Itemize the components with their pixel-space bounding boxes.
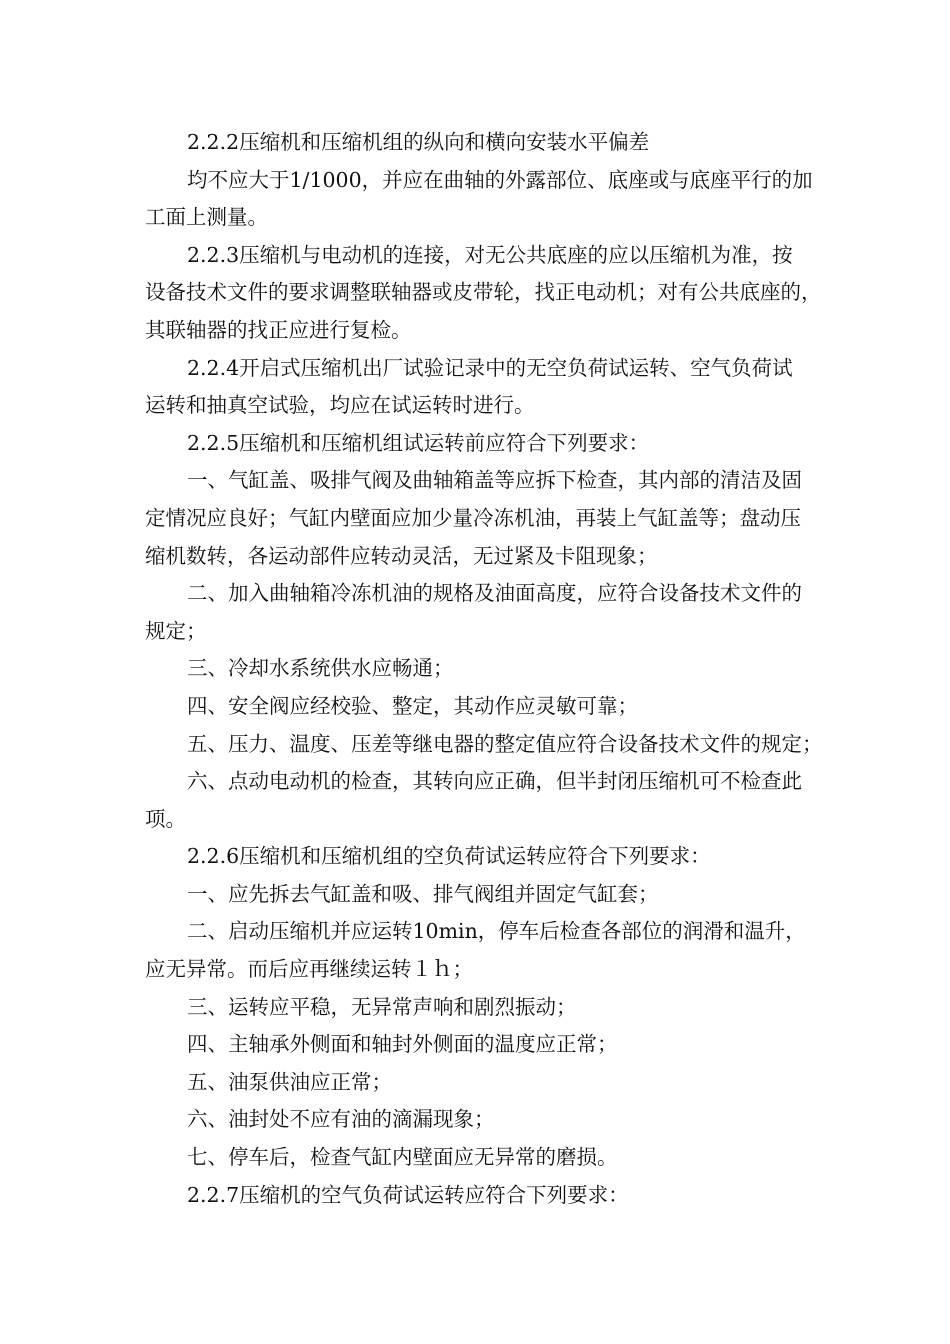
paragraph-line: 均不应大于1/1000，并应在曲轴的外露部位、底座或与底座平行的加 <box>187 167 813 192</box>
document-body <box>145 124 865 1214</box>
paragraph-line: 设备技术文件的要求调整联轴器或皮带轮，找正电动机；对有公共底座的， <box>145 280 822 305</box>
clause-2-2-5-heading: 2.2.5压缩机和压缩机组试运转前应符合下列要求： <box>187 430 650 455</box>
clause-2-2-6-heading: 2.2.6压缩机和压缩机组的空负荷试运转应符合下列要求： <box>187 844 711 869</box>
paragraph-line: 其联轴器的找正应进行复检。 <box>145 317 412 342</box>
paragraph-line: 定情况应良好；气缸内壁面应加少量冷冻机油，再装上气缸盖等；盘动压 <box>145 505 801 530</box>
list-item: 三、冷却水系统供水应畅通； <box>187 656 454 681</box>
list-item: 五、压力、温度、压差等继电器的整定值应符合设备技术文件的规定； <box>187 731 823 756</box>
list-item: 二、启动压缩机并应运转10min，停车后检查各部位的润滑和温升， <box>187 919 806 944</box>
list-item: 七、停车后，检查气缸内壁面应无异常的磨损。 <box>187 1145 618 1170</box>
list-item: 一、气缸盖、吸排气阀及曲轴箱盖等应拆下检查，其内部的清洁及固 <box>187 468 802 493</box>
paragraph-line: 运转和抽真空试验，均应在试运转时进行。 <box>145 393 535 418</box>
clause-2-2-2-heading: 2.2.2压缩机和压缩机组的纵向和横向安装水平偏差 <box>187 130 650 154</box>
list-item: 二、加入曲轴箱冷冻机油的规格及油面高度，应符合设备技术文件的 <box>187 581 802 606</box>
paragraph-line: 项。 <box>145 806 186 831</box>
paragraph-line: 工面上测量。 <box>145 205 268 230</box>
list-item: 五、油泵供油应正常； <box>187 1069 392 1094</box>
list-item: 四、主轴承外侧面和轴封外侧面的温度应正常； <box>187 1032 618 1057</box>
clause-2-2-4-heading: 2.2.4开启式压缩机出厂试验记录中的无空负荷试运转、空气负荷试 <box>187 355 793 380</box>
list-item: 四、安全阀应经校验、整定，其动作应灵敏可靠； <box>187 693 638 718</box>
list-item: 六、点动电动机的检查，其转向应正确，但半封闭压缩机可不检查此 <box>187 769 802 794</box>
list-item: 六、油封处不应有油的滴漏现象； <box>187 1107 495 1132</box>
paragraph-line: 缩机数转，各运动部件应转动灵活，无过紧及卡阻现象； <box>145 543 658 568</box>
paragraph-line: 规定； <box>145 618 207 643</box>
list-item: 一、应先拆去气缸盖和吸、排气阀组并固定气缸套； <box>187 881 659 906</box>
clause-2-2-3-heading: 2.2.3压缩机与电动机的连接，对无公共底座的应以压缩机为准，按 <box>187 242 793 267</box>
paragraph-line: 应无异常。而后应再继续运转１ｈ； <box>145 957 473 982</box>
list-item: 三、运转应平稳，无异常声响和剧烈振动； <box>187 994 577 1019</box>
clause-2-2-7-heading: 2.2.7压缩机的空气负荷试运转应符合下列要求： <box>187 1182 629 1207</box>
